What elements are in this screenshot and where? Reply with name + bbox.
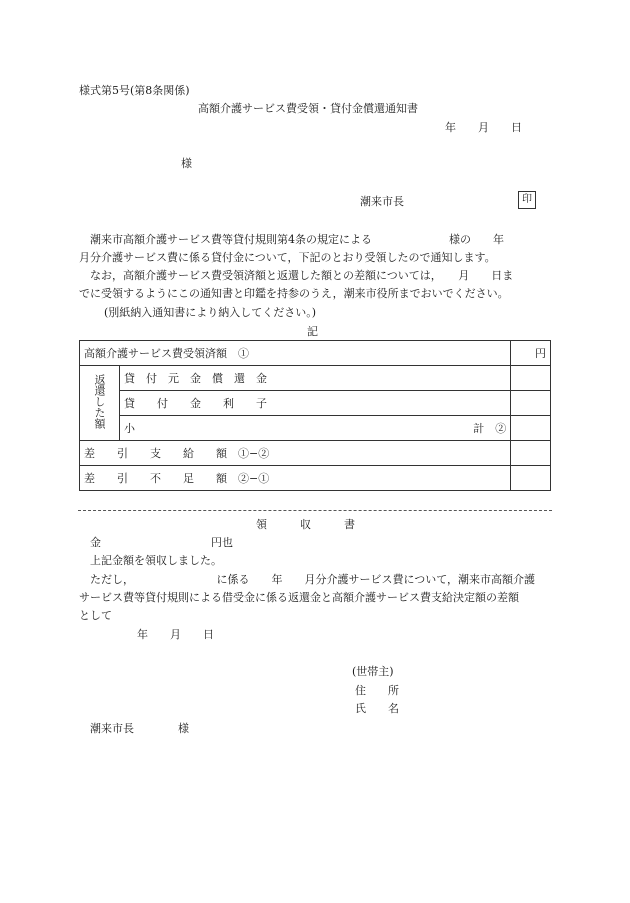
- receipt-line-2: ただし， に係る 年 月分介護サービス費について，潮来市高額介護: [90, 573, 536, 586]
- received-amount-label: 高額介護サービス費受領済額 ①: [80, 341, 511, 366]
- principal-repayment-label: 貸 付 元 金 償 還 金: [120, 366, 511, 391]
- seal-mark: 印: [518, 191, 536, 209]
- receipt-amount: 金 円也: [90, 536, 233, 549]
- principal-repayment-value: [511, 366, 551, 391]
- addressee-honorific: 様: [181, 157, 192, 170]
- table-row: [80, 416, 551, 441]
- receipt-line-3: サービス費等貸付規則による借受金に係る返還金と高額介護サービス費支給決定額の差額: [79, 591, 519, 604]
- document-title: 高額介護サービス費受領・貸付金償還通知書: [198, 102, 418, 115]
- returned-amount-label: [80, 366, 120, 441]
- issue-date: 年 月 日: [445, 121, 522, 134]
- receipt-line-1: 上記金額を領収しました。: [90, 554, 222, 567]
- shortfall-value: [511, 466, 551, 491]
- table-row: [80, 391, 551, 416]
- receipt-title: 領 収 書: [256, 518, 355, 531]
- householder-label: (世帯主): [352, 665, 394, 678]
- subtotal-label: [120, 416, 511, 441]
- form-number: 様式第5号(第8条関係): [79, 84, 190, 97]
- cut-line: [78, 510, 552, 511]
- returned-amount-text: 返還した額: [93, 374, 106, 429]
- address-label: 住 所: [355, 684, 399, 697]
- subtotal-value: [511, 416, 551, 441]
- loan-interest-value: [511, 391, 551, 416]
- table-row: [80, 366, 551, 391]
- body-line-2: 月分介護サービス費に係る貸付金について，下記のとおり受領したので通知します。: [79, 251, 496, 264]
- table-row: [80, 341, 551, 366]
- table-row: [80, 466, 551, 491]
- received-amount-value: 円: [511, 341, 551, 366]
- name-label: 氏 名: [355, 702, 399, 715]
- net-payment-label: 差 引 支 給 額 ①−②: [80, 441, 511, 466]
- loan-interest-label: 貸 付 金 利 子: [120, 391, 511, 416]
- ki-heading: 記: [307, 325, 318, 338]
- subtotal-right: 計 ②: [473, 422, 507, 435]
- body-line-3: なお，高額介護サービス費受領済額と返還した額との差額については， 月 日ま: [90, 269, 514, 282]
- net-payment-value: [511, 441, 551, 466]
- receipt-date: 年 月 日: [137, 628, 214, 641]
- subtotal-left: 小: [124, 422, 135, 435]
- body-line-5: (別紙納入通知書により納入してください。): [104, 306, 317, 319]
- issuer: 潮来市長: [360, 195, 404, 208]
- body-line-4: でに受領するようにこの通知書と印鑑を持参のうえ，潮来市役所までおいでください。: [79, 287, 509, 300]
- table-row: [80, 441, 551, 466]
- shortfall-label: 差 引 不 足 額 ②−①: [80, 466, 511, 491]
- amount-table: [79, 340, 551, 491]
- receipt-addressee: 潮来市長 様: [90, 722, 189, 735]
- body-line-1: 潮来市高額介護サービス費等貸付規則第4条の規定による 様の 年: [90, 233, 504, 246]
- receipt-line-4: として: [79, 609, 112, 622]
